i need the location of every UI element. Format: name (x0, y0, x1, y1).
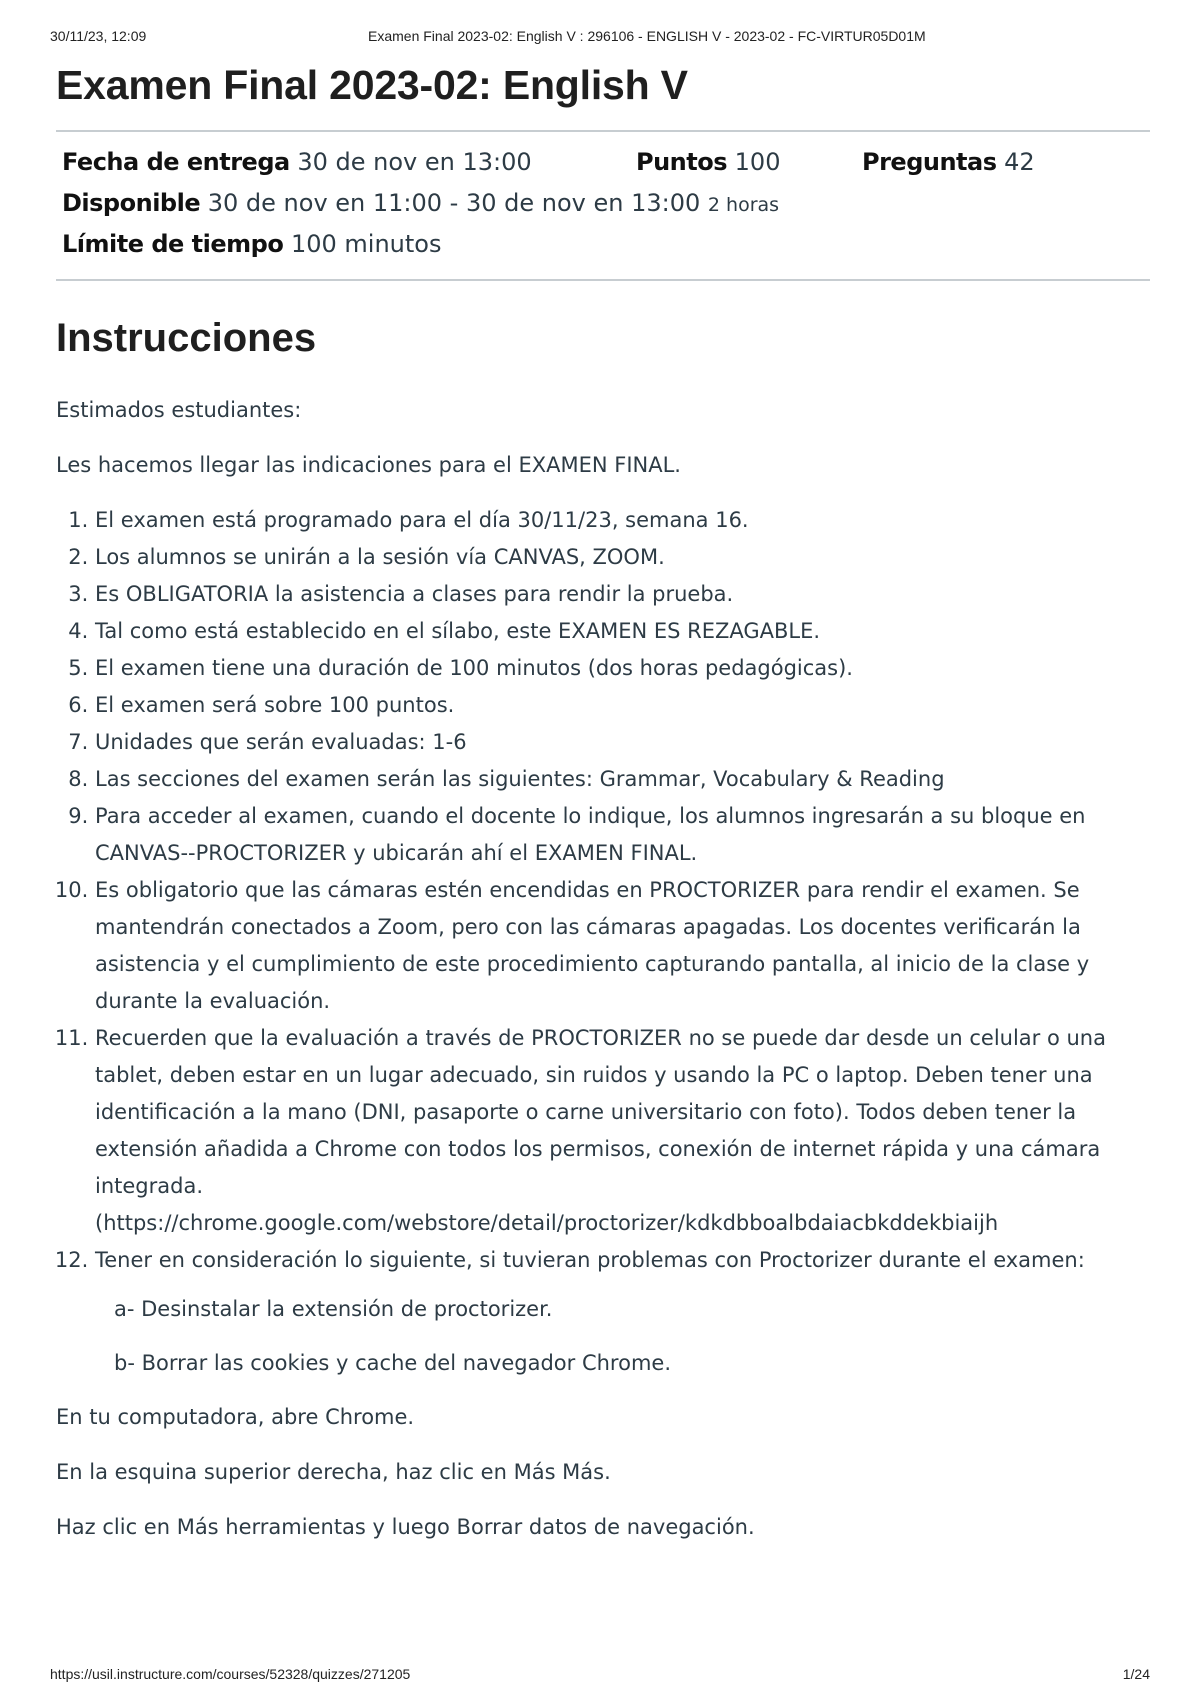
points-label: Puntos (636, 148, 728, 176)
print-datetime: 30/11/23, 12:09 (50, 28, 147, 44)
divider-top (56, 130, 1150, 132)
sub-step-a: a- Desinstalar la extensión de proctorizer. (114, 1297, 553, 1321)
list-item: 10. Es obligatorio que las cámaras estén encendidas en PROCTORIZER para rendir el examen. Se mantendrán conectados a Zoom, pero con las cámaras apagadas. Los docentes verificarán la asistencia y el cumplimiento de este procedimiento capturando pantalla, al inicio de la clase y durante la evaluación. (95, 872, 1156, 1020)
sub-step-b: b- Borrar las cookies y cache del navegador Chrome. (114, 1351, 671, 1375)
print-footer (50, 1666, 1150, 1686)
time-limit-label: Límite de tiempo (62, 230, 284, 258)
list-item: 3. Es OBLIGATORIA la asistencia a clases para rendir la prueba. (95, 576, 1156, 613)
chrome-step-2: En la esquina superior derecha, haz clic en Más Más. (56, 1460, 611, 1484)
list-item: 4. Tal como está establecido en el sílabo, este EXAMEN ES REZAGABLE. (95, 613, 1156, 650)
list-item: 7. Unidades que serán evaluadas: 1-6 (95, 724, 1156, 761)
list-item: 1. El examen está programado para el día 30/11/23, semana 16. (95, 502, 1156, 539)
quiz-details-row-3 (62, 230, 1150, 271)
list-item: 6. El examen será sobre 100 puntos. (95, 687, 1156, 724)
instructions-body (56, 392, 1156, 1564)
instructions-heading: Instrucciones (56, 316, 317, 360)
questions (862, 148, 1035, 176)
page-number: 1/24 (1122, 1666, 1150, 1682)
print-header (50, 28, 1150, 48)
quiz-details-row-1 (62, 148, 1150, 189)
time-limit-value: 100 minutos (290, 230, 442, 258)
list-item: 5. El examen tiene una duración de 100 minutos (dos horas pedagógicas). (95, 650, 1156, 687)
due-date (62, 148, 532, 176)
greeting: Estimados estudiantes: (56, 398, 302, 422)
available-duration: 2 horas (707, 194, 780, 216)
print-footer-url: https://usil.instructure.com/courses/52328/quizzes/271205 (50, 1666, 411, 1682)
divider-bottom (56, 279, 1150, 281)
chrome-webstore-link[interactable]: (https://chrome.google.com/webstore/detail/proctorizer/kdkdbboalbdaiacbkddekbiaijh (95, 1211, 999, 1235)
intro-text: Les hacemos llegar las indicaciones para el EXAMEN FINAL. (56, 453, 681, 477)
list-item: 2. Los alumnos se unirán a la sesión vía CANVAS, ZOOM. (95, 539, 1156, 576)
page-title: Examen Final 2023-02: English V (56, 62, 688, 108)
list-item: 9. Para acceder al examen, cuando el docente lo indique, los alumnos ingresarán a su bloque en CANVAS--PROCTORIZER y ubicarán ahí el EXAMEN FINAL. (95, 798, 1156, 872)
due-date-label: Fecha de entrega (62, 148, 290, 176)
list-item: 12. Tener en consideración lo siguiente, si tuvieran problemas con Proctorizer durante el examen: (95, 1242, 1156, 1279)
quiz-details (62, 148, 1150, 271)
instructions-list (56, 502, 1156, 1279)
list-item (95, 1020, 1156, 1242)
chrome-step-1: En tu computadora, abre Chrome. (56, 1405, 415, 1429)
quiz-details-row-2 (62, 189, 1150, 230)
due-date-value: 30 de nov en 13:00 (297, 148, 532, 176)
list-item: 8. Las secciones del examen serán las siguientes: Grammar, Vocabulary & Reading (95, 761, 1156, 798)
points-value: 100 (734, 148, 781, 176)
questions-value: 42 (1004, 148, 1035, 176)
available-label: Disponible (62, 189, 201, 217)
available-value: 30 de nov en 11:00 - 30 de nov en 13:00 (207, 189, 701, 217)
print-doc-title: Examen Final 2023-02: English V : 296106 - ENGLISH V - 2023-02 - FC-VIRTUR05D01M (368, 28, 926, 44)
questions-label: Preguntas (862, 148, 997, 176)
points (636, 148, 780, 176)
chrome-step-3: Haz clic en Más herramientas y luego Borrar datos de navegación. (56, 1515, 755, 1539)
list-item-text: Recuerden que la evaluación a través de PROCTORIZER no se puede dar desde un celular o una tablet, deben estar en un lugar adecuado, sin ruidos y usando la PC o laptop. Deben tener una identificación a la mano (DNI, pasaporte o carne universitario con foto). Todos deben tener la extensión añadida a Chrome con todos los permisos, conexión de internet rápida y una cámara integrada. (95, 1026, 1106, 1198)
